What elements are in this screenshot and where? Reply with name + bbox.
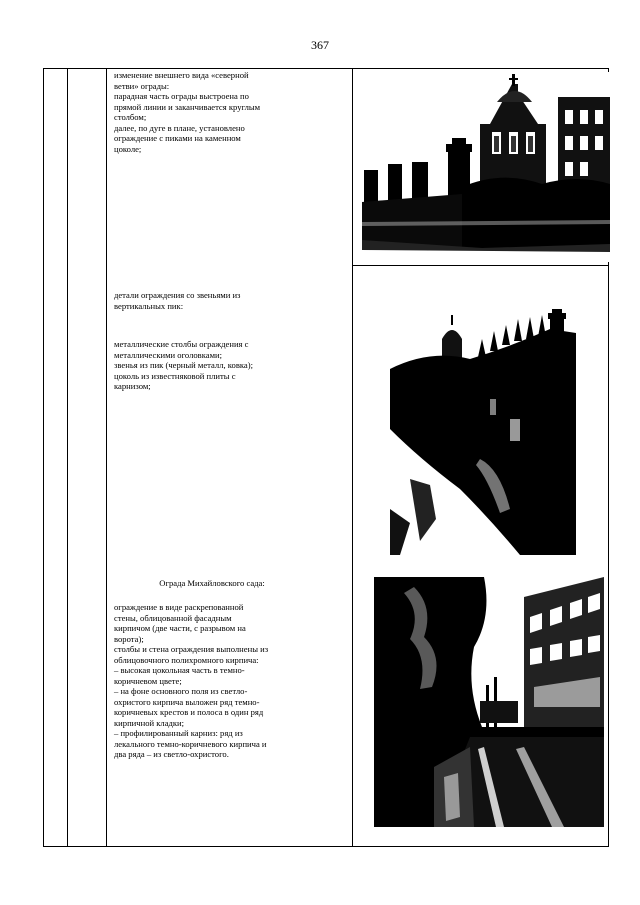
text-line: ворота);: [114, 633, 144, 644]
text-line: ограждение с пиками на каменном: [114, 133, 241, 143]
text-line: цоколь из известняковой плиты с: [114, 370, 236, 381]
text-line: лекального темно-коричневого кирпича и: [114, 738, 267, 749]
text-line: металлическими оголовками;: [114, 349, 223, 360]
text-line: детали ограждения со звеньями из: [114, 290, 241, 300]
row3-text: [114, 602, 310, 760]
text-line: коричневых крестов и полоса в один ряд: [114, 707, 264, 717]
row2-text-elements: [114, 339, 310, 392]
text-line: далее, по дуге в плане, установлено: [114, 122, 245, 133]
text-line: – высокая цокольная часть в темно-: [114, 665, 245, 675]
column-divider-1: [67, 69, 68, 846]
text-line: кирпичом (две части, с разрывом на: [114, 623, 246, 633]
row3-heading-block: [114, 578, 310, 589]
text-line: столбом;: [114, 112, 147, 122]
text-line: цоколе;: [114, 143, 142, 154]
photo-cell-divider: [352, 265, 609, 266]
spiked-fence-photo: [390, 309, 576, 555]
text-line: – профилированный карниз: ряд из: [114, 728, 243, 738]
text-line: ветви» ограды:: [114, 80, 170, 91]
text-line: металлические столбы ограждения с: [114, 339, 249, 349]
text-line: кирпичной кладки;: [114, 717, 185, 728]
text-line: охристого кирпича выложен ряд темно-: [114, 696, 260, 707]
row1-text: [114, 70, 310, 154]
text-line: столбы и стена ограждения выполнены из: [114, 644, 269, 654]
text-line: ограждение в виде раскрепованной: [114, 602, 244, 612]
chapel-and-fence-photo: [362, 72, 610, 262]
text-line: изменение внешнего вида «северной: [114, 70, 249, 80]
text-line: коричневом цвете;: [114, 675, 182, 686]
text-line: парадная часть ограды выстроена по: [114, 91, 249, 101]
text-line: звенья из пик (черный металл, ковка);: [114, 360, 253, 370]
section-heading: Ограда Михайловского сада:: [159, 578, 265, 588]
column-divider-2: [106, 69, 107, 846]
text-line: стены, облицованной фасадным: [114, 612, 232, 623]
table-border-left: [43, 69, 44, 846]
row2-text-details: [114, 290, 310, 311]
column-divider-3: [352, 69, 353, 846]
text-line: два ряда – из светло-охристого.: [114, 749, 229, 759]
text-line: карнизом;: [114, 381, 151, 391]
text-line: – на фоне основного поля из светло-: [114, 686, 248, 696]
text-line: прямой линии и заканчивается круглым: [114, 101, 261, 112]
text-line: вертикальных пик:: [114, 300, 184, 311]
text-line: облицовочного полихромного кирпича:: [114, 654, 259, 665]
page-number: 367: [311, 38, 329, 52]
garden-wall-street-photo: [374, 577, 604, 827]
